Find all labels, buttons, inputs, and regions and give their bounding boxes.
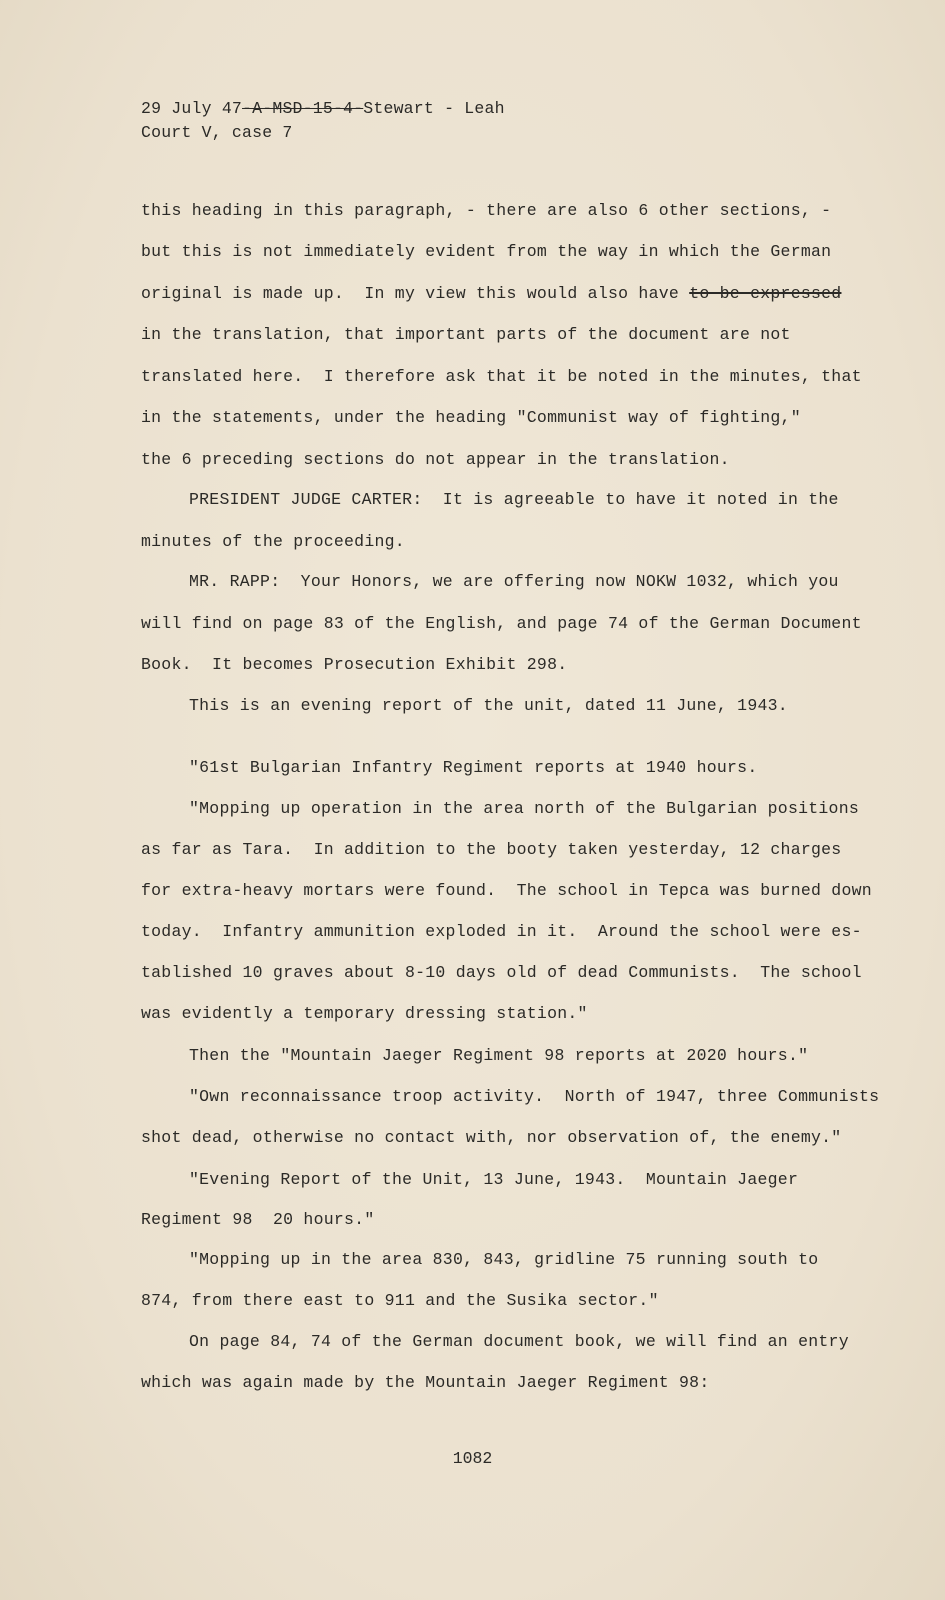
line-text: Regiment 98 20 hours." — [141, 1210, 375, 1229]
line-text: "Evening Report of the Unit, 13 June, 1943. Mountain Jaeger — [189, 1170, 799, 1189]
text-line — [141, 963, 862, 982]
line-text: On page 84, 74 of the German document book, we will find an entry — [189, 1332, 849, 1351]
line-text: MR. RAPP: Your Honors, we are offering now NOKW 1032, which you — [189, 572, 839, 591]
line-text: PRESIDENT JUDGE CARTER: It is agreeable to have it noted in the — [189, 490, 839, 509]
header-reporters: Stewart - Leah — [363, 99, 505, 118]
text-line — [141, 325, 791, 344]
text-line — [141, 367, 862, 386]
header-struck-code: -A-MSD-15-4- — [242, 99, 364, 118]
line-text: "61st Bulgarian Infantry Regiment reports at 1940 hours. — [189, 758, 758, 777]
line-text: translated here. I therefore ask that it be noted in the minutes, that — [141, 367, 862, 386]
text-line — [141, 655, 567, 674]
header-date: 29 July 47 — [141, 99, 243, 118]
text-line — [189, 490, 839, 509]
text-line — [189, 1046, 808, 1065]
line-text: This is an evening report of the unit, dated 11 June, 1943. — [189, 696, 788, 715]
line-text: minutes of the proceeding. — [141, 532, 405, 551]
text-line — [189, 1250, 818, 1269]
text-line — [141, 284, 841, 303]
text-line — [141, 840, 841, 859]
line-text: today. Infantry ammunition exploded in it. Around the school were es- — [141, 922, 862, 941]
line-text: will find on page 83 of the English, and page 74 of the German Document — [141, 614, 862, 633]
line-text: shot dead, otherwise no contact with, nor observation of, the enemy." — [141, 1128, 842, 1147]
line-text: as far as Tara. In addition to the booty taken yesterday, 12 charges — [141, 840, 842, 859]
line-text: 874, from there east to 911 and the Susika sector." — [141, 1291, 659, 1310]
line-text: but this is not immediately evident from the way in which the German — [141, 242, 832, 261]
line-text: "Mopping up operation in the area north of the Bulgarian positions — [189, 799, 860, 818]
text-line — [189, 1087, 879, 1106]
line-text: original is made up. In my view this would also have — [141, 284, 690, 303]
text-line — [141, 408, 801, 427]
text-line — [189, 1170, 798, 1189]
line-text: was evidently a temporary dressing station." — [141, 1004, 588, 1023]
struck-text: to be expressed — [689, 284, 842, 303]
text-line — [189, 799, 859, 818]
text-line — [141, 614, 862, 633]
text-line — [189, 696, 788, 715]
text-line — [141, 881, 872, 900]
document-header — [141, 97, 505, 145]
text-line — [189, 572, 839, 591]
page-number: 1082 — [452, 1449, 493, 1468]
text-line — [189, 758, 758, 777]
line-text: this heading in this paragraph, - there are also 6 other sections, - — [141, 201, 832, 220]
line-text: Then the "Mountain Jaeger Regiment 98 reports at 2020 hours." — [189, 1046, 809, 1065]
line-text: which was again made by the Mountain Jaeger Regiment 98: — [141, 1373, 710, 1392]
text-line — [141, 242, 831, 261]
line-text: Book. It becomes Prosecution Exhibit 298. — [141, 655, 568, 674]
header-court-line: Court V, case 7 — [141, 123, 293, 142]
line-text: in the statements, under the heading "Communist way of fighting," — [141, 408, 801, 427]
text-line — [141, 201, 831, 220]
text-line — [141, 1291, 659, 1310]
line-text: for extra-heavy mortars were found. The school in Tepca was burned down — [141, 881, 872, 900]
text-line — [141, 1210, 375, 1229]
text-line — [141, 1128, 841, 1147]
line-text: in the translation, that important parts of the document are not — [141, 325, 791, 344]
line-text: "Mopping up in the area 830, 843, gridline 75 running south to — [189, 1250, 819, 1269]
text-line — [189, 1332, 849, 1351]
header-date-line — [141, 97, 505, 121]
text-line — [141, 1373, 710, 1392]
line-text: the 6 preceding sections do not appear in the translation. — [141, 450, 730, 469]
text-line — [141, 1004, 588, 1023]
text-line — [141, 450, 730, 469]
text-line — [141, 532, 405, 551]
text-line — [141, 922, 862, 941]
line-text: tablished 10 graves about 8-10 days old of dead Communists. The school — [141, 963, 862, 982]
line-text: "Own reconnaissance troop activity. North of 1947, three Communists — [189, 1087, 880, 1106]
